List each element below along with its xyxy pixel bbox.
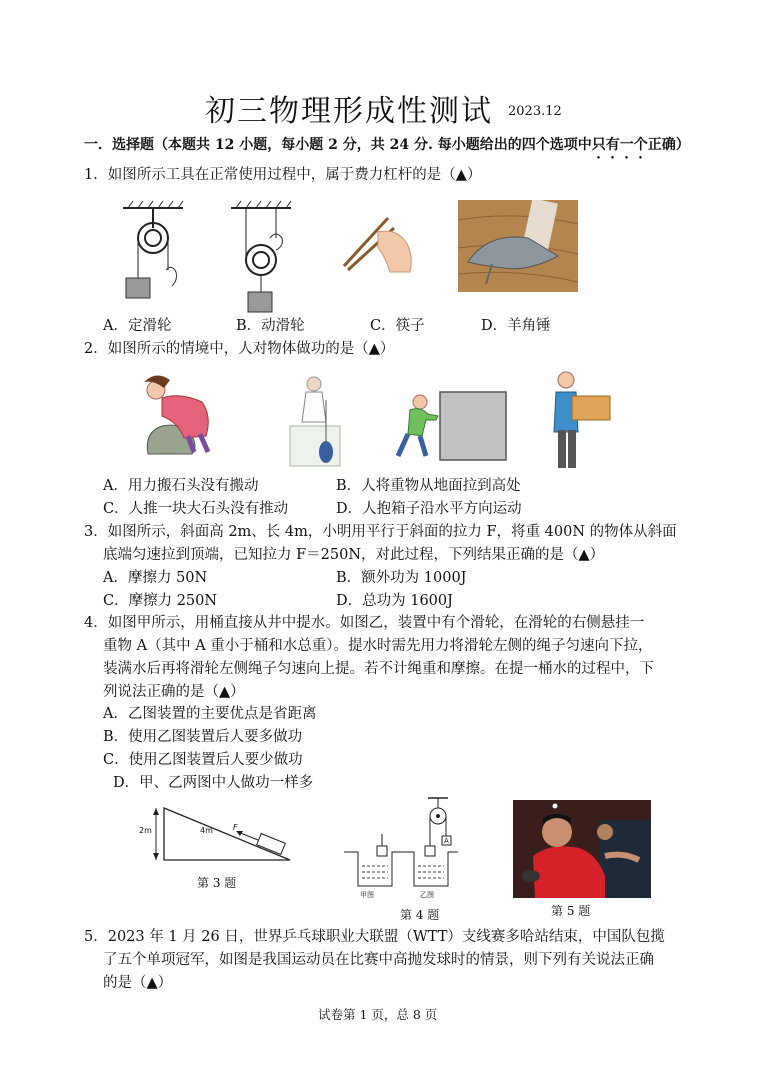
q1-fixed-pulley-figure: [118, 198, 188, 303]
q2-lifting-stone-figure: [128, 368, 223, 456]
q4-option-d: D．甲、乙两图中人做功一样多: [113, 775, 314, 791]
q2-lifting-weight-figure: [288, 372, 344, 470]
section-desc-emphasis: 只有一个: [591, 137, 648, 153]
q3-line-2: 底端匀速拉到顶端，已知拉力 F＝250N，对此过程，下列结果正确的是（▲）: [103, 547, 605, 563]
q5-line-3: 的是（▲）: [103, 975, 173, 991]
q5-line-1: 5．2023 年 1 月 26 日，世界乒乓球职业大联盟（WTT）支线赛多哈站结束，中国队包揽: [84, 929, 665, 945]
q5-caption: 第 5 题: [551, 904, 591, 918]
q3-option-c: C．摩擦力 250N: [103, 593, 218, 609]
q1-claw-hammer-figure: [458, 200, 578, 292]
q1-stem: 1．如图所示工具在正常使用过程中，属于费力杠杆的是（▲）: [84, 167, 482, 183]
q2-carrying-box-figure: [548, 368, 616, 472]
q1-movable-pulley-figure: [226, 198, 296, 316]
section-heading: [84, 134, 690, 162]
q3-option-d: D．总功为 1600J: [336, 593, 453, 609]
q3-caption: 第 3 题: [197, 876, 237, 890]
q2-option-d: D．人抱箱子沿水平方向运动: [336, 501, 522, 517]
section-desc-post: 正确）: [647, 137, 690, 153]
page-title: 初三物理形成性测试: [205, 94, 493, 129]
section-label: 一．选择题: [84, 137, 154, 153]
q3-option-b: B．额外功为 1000J: [336, 570, 467, 586]
q3-force-label: F: [233, 823, 238, 832]
q1-option-c: C．筷子: [370, 318, 425, 334]
q4-option-a: A．乙图装置的主要优点是省距离: [103, 706, 317, 722]
q4-option-b: B．使用乙图装置后人要多做功: [103, 729, 303, 745]
q2-pushing-stone-figure: [384, 388, 510, 464]
q3-option-a: A．摩擦力 50N: [103, 570, 208, 586]
q4-jia-label: 甲图: [360, 891, 374, 899]
section-desc-pre: （本题共 12 小题，每小题 2 分，共 24 分. 每小题给出的四个选项中: [154, 137, 592, 153]
ceiling-hatch: [123, 201, 183, 208]
q2-option-c: C．人推一块大石头没有推动: [103, 501, 289, 517]
q5-table-tennis-photo: [513, 800, 651, 898]
q4-line-4: 列说法正确的是（▲）: [103, 684, 245, 700]
q1-option-a: A．定滑轮: [103, 318, 172, 334]
q4-option-c: C．使用乙图装置后人要少做功: [103, 752, 303, 768]
q1-chopsticks-figure: [338, 212, 418, 274]
q1-option-b: B．动滑轮: [236, 318, 305, 334]
page-footer: 试卷第 1 页，总 8 页: [318, 1007, 438, 1022]
q4-well-figure: [340, 796, 460, 892]
q1-option-d: D．羊角锤: [481, 318, 551, 334]
q2-stem: 2．如图所示的情境中，人对物体做功的是（▲）: [84, 341, 395, 357]
q5-line-2: 了五个单项冠军，如图是我国运动员在比赛中高抛发球时的情景，则下列有关说法正确: [103, 952, 654, 968]
exam-date: 2023.12: [508, 104, 562, 119]
q4-caption: 第 4 题: [400, 908, 440, 922]
q3-height-label: 2m: [139, 826, 152, 835]
q3-length-label: 4m: [200, 826, 213, 835]
q2-option-a: A．用力搬石头没有搬动: [103, 478, 259, 494]
q4-line-2: 重物 A（其中 A 重小于桶和水总重）。提水时需先用力将滑轮左侧的绳子匀速向下拉，: [103, 638, 653, 654]
q4-line-1: 4．如图甲所示，用桶直接从井中提水。如图乙，装置中有个滑轮，在滑轮的右侧悬挂一: [84, 615, 645, 631]
q4-weight-a-label: A: [444, 837, 449, 845]
q2-option-b: B．人将重物从地面拉到高处: [336, 478, 521, 494]
q4-yi-label: 乙图: [420, 891, 434, 899]
q4-line-3: 装满水后再将滑轮左侧绳子匀速向上提。若不计绳重和摩擦。在提一桶水的过程中，下: [103, 661, 654, 677]
q3-incline-figure: [138, 804, 298, 866]
q3-line-1: 3．如图所示，斜面高 2m、长 4m，小明用平行于斜面的拉力 F，将重 400N 的物体从斜面: [84, 524, 677, 540]
